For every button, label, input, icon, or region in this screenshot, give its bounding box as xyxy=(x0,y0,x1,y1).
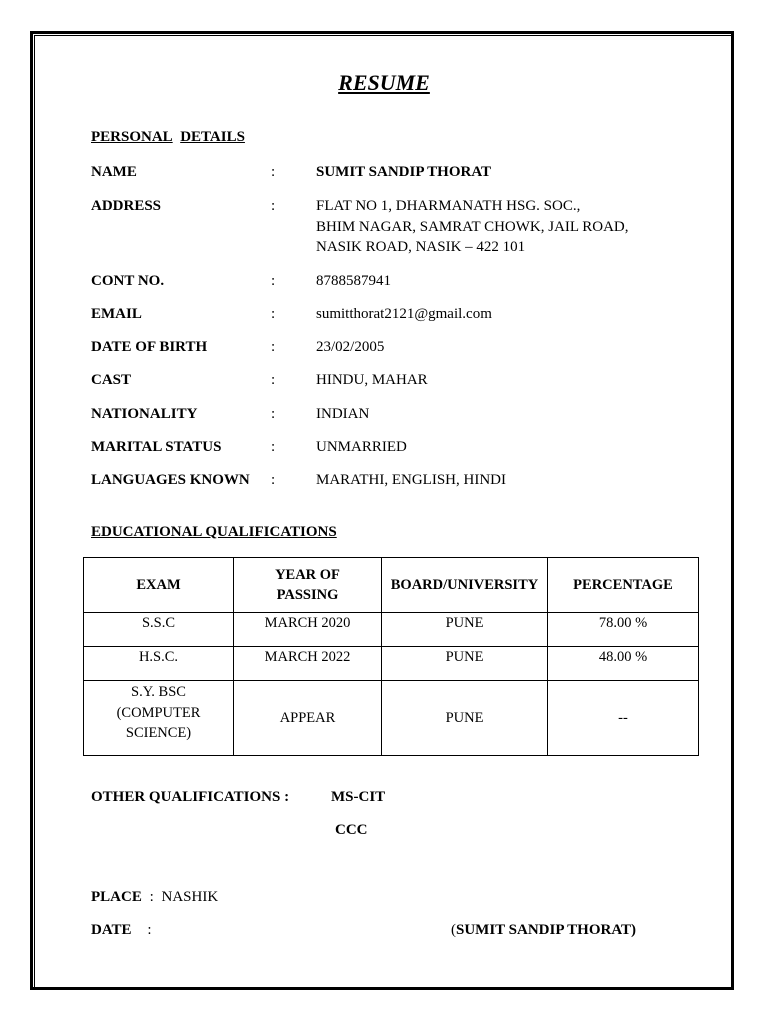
detail-value xyxy=(316,437,407,458)
cell-year: MARCH 2020 xyxy=(234,613,382,647)
cell-exam: H.S.C. xyxy=(84,647,234,681)
date-label: DATE xyxy=(91,922,132,938)
personal-details-heading xyxy=(91,129,245,146)
cell-year: APPEAR xyxy=(234,681,382,756)
detail-value xyxy=(316,271,391,292)
detail-colon: : xyxy=(271,306,276,322)
detail-colon: : xyxy=(271,439,276,455)
place-separator: : xyxy=(149,889,154,905)
detail-value-line: BHIM NAGAR, SAMRAT CHOWK, JAIL ROAD, xyxy=(316,218,629,235)
cell-exam: S.Y. BSC (COMPUTER SCIENCE) xyxy=(84,681,234,756)
detail-label: CAST xyxy=(91,372,132,388)
date-separator: : xyxy=(147,922,152,938)
col-header-board: BOARD/UNIVERSITY xyxy=(382,558,548,613)
place-label: PLACE xyxy=(91,889,142,905)
detail-label: NAME xyxy=(91,164,137,180)
personal-heading-word-2: DETAILS xyxy=(180,129,245,145)
table-row xyxy=(84,613,699,647)
detail-value-line: UNMARRIED xyxy=(316,439,407,455)
detail-label: CONT NO. xyxy=(91,273,165,289)
cell-exam: S.S.C xyxy=(84,613,234,647)
detail-colon: : xyxy=(271,339,276,355)
other-qualification-item: MS-CIT xyxy=(331,789,386,805)
cell-board: PUNE xyxy=(382,613,548,647)
other-qualifications-label: OTHER QUALIFICATIONS : xyxy=(91,789,290,805)
detail-value xyxy=(316,304,492,325)
detail-value xyxy=(316,404,369,425)
education-table xyxy=(83,557,699,756)
detail-colon: : xyxy=(271,198,276,214)
other-qualification-item: CCC xyxy=(335,822,368,838)
cell-percentage: 78.00 % xyxy=(548,613,699,647)
detail-colon: : xyxy=(271,273,276,289)
detail-value xyxy=(316,370,428,391)
table-row xyxy=(84,647,699,681)
detail-colon: : xyxy=(271,472,276,488)
detail-value xyxy=(316,162,491,183)
col-header-year: YEAR OF PASSING xyxy=(234,558,382,613)
col-header-exam: EXAM xyxy=(84,558,234,613)
detail-value-line: SUMIT SANDIP THORAT xyxy=(316,164,492,180)
detail-value-line: NASIK ROAD, NASIK – 422 101 xyxy=(316,239,526,255)
detail-label: DATE OF BIRTH xyxy=(91,339,208,355)
cell-percentage: 48.00 % xyxy=(548,647,699,681)
detail-value xyxy=(316,337,384,358)
detail-label: MARITAL STATUS xyxy=(91,439,222,455)
detail-label: EMAIL xyxy=(91,306,142,322)
detail-colon: : xyxy=(271,164,276,180)
date-line xyxy=(91,922,151,939)
education-heading: EDUCATIONAL QUALIFICATIONS xyxy=(91,524,337,540)
table-row xyxy=(84,681,699,756)
cell-board: PUNE xyxy=(382,647,548,681)
detail-value xyxy=(316,196,629,258)
detail-value-line: HINDU, MAHAR xyxy=(316,372,428,388)
place-value: NASHIK xyxy=(161,889,219,905)
detail-label: LANGUAGES KNOWN xyxy=(91,472,250,488)
detail-value-line: MARATHI, ENGLISH, HINDI xyxy=(316,472,506,488)
signature-name: SUMIT SANDIP THORAT) xyxy=(456,922,637,938)
detail-value-line: 8788587941 xyxy=(316,273,391,289)
cell-board: PUNE xyxy=(382,681,548,756)
detail-value-line: INDIAN xyxy=(316,406,370,422)
personal-heading-word-1: PERSONAL xyxy=(91,129,173,145)
signature xyxy=(451,922,636,939)
signature-paren: ( xyxy=(451,922,456,938)
detail-label: NATIONALITY xyxy=(91,406,198,422)
detail-colon: : xyxy=(271,372,276,388)
cell-year: MARCH 2022 xyxy=(234,647,382,681)
detail-colon: : xyxy=(271,406,276,422)
detail-label: ADDRESS xyxy=(91,198,162,214)
detail-value xyxy=(316,470,506,491)
detail-value-line: FLAT NO 1, DHARMANATH HSG. SOC., xyxy=(316,198,581,214)
detail-value-line: 23/02/2005 xyxy=(316,339,385,355)
detail-value-line: sumitthorat2121@gmail.com xyxy=(316,306,492,322)
col-header-percentage: PERCENTAGE xyxy=(548,558,699,613)
place-line xyxy=(91,889,218,906)
page-title: RESUME xyxy=(338,70,430,95)
education-table-header-row xyxy=(84,558,699,613)
cell-percentage: -- xyxy=(548,681,699,756)
